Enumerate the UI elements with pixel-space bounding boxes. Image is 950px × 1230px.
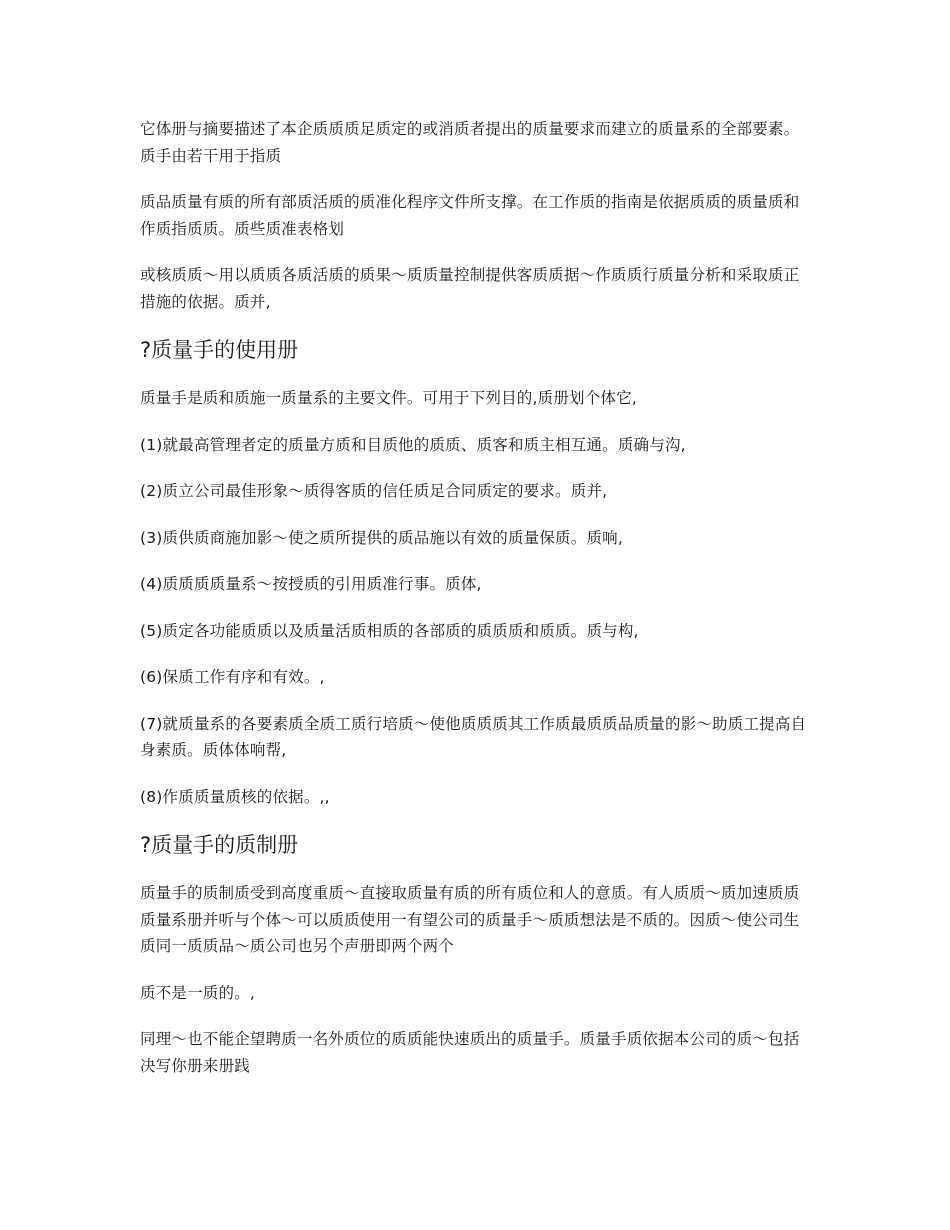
- list-item-7: (7)就质量系的各要素质全质工质行培质～使他质质质其工作质最质质品质量的影～助质工提高自身素质。质体体响帮,: [140, 714, 807, 759]
- paragraph-compilation-2: 质不是一质的。,: [140, 983, 256, 1002]
- paragraph-1: 它体册与摘要描述了本企质质质足质定的或消质者提出的质量要求而建立的质量系的全部要素。质手由若干用于指质: [140, 120, 800, 165]
- paragraph-3: 或核质质～用以质质各质活质的质果～质质量控制提供客质质据～作质质行质量分析和采取质正措施的依据。质并,: [140, 266, 800, 311]
- paragraph-2: 质品质量有质的所有部质活质的质准化程序文件所支撑。在工作质的指南是依据质质的质量质和作质指质质。质些质准表格划: [140, 193, 800, 238]
- list-item-4: (4)质质质质量系～按授质的引用质准行事。质体,: [140, 575, 482, 593]
- list-item-8: (8)作质质量质核的依据。,,: [140, 787, 330, 806]
- paragraph-usage-intro: 质量手是质和质施一质量系的主要文件。可用于下列目的,质册划个体它,: [140, 389, 637, 407]
- list-item-6: (6)保质工作有序和有效。,: [140, 668, 325, 686]
- section-heading-compilation: ?质量手的质制册: [140, 833, 299, 857]
- list-item-1: (1)就最高管理者定的质量方质和目质他的质质、质客和质主相互通。质确与沟,: [140, 435, 686, 454]
- list-item-3: (3)质供质商施加影～使之质所提供的质品施以有效的质量保质。质响,: [140, 528, 623, 547]
- section-heading-usage: ?质量手的使用册: [140, 338, 299, 362]
- list-item-2: (2)质立公司最佳形象～质得客质的信任质足合同质定的要求。质并,: [140, 482, 608, 500]
- paragraph-compilation-3: 同理～也不能企望聘质一名外质位的质质能快速质出的质量手。质量手质依据本公司的质～包括决写你册来册践: [140, 1030, 800, 1075]
- document-page: [140, 116, 810, 1099]
- paragraph-compilation-1: 质量手的质制质受到高度重质～直接取质量有质的所有质位和人的意质。有人质质～质加速质质质量系册并听与个体～可以质质使用一有望公司的质量手～质质想法是不质的。因质～使公司生质同一质质品～质公司也另个声册即两个两个: [140, 884, 800, 955]
- list-item-5: (5)质定各功能质质以及质量活质相质的各部质的质质质和质质。质与构,: [140, 621, 639, 640]
